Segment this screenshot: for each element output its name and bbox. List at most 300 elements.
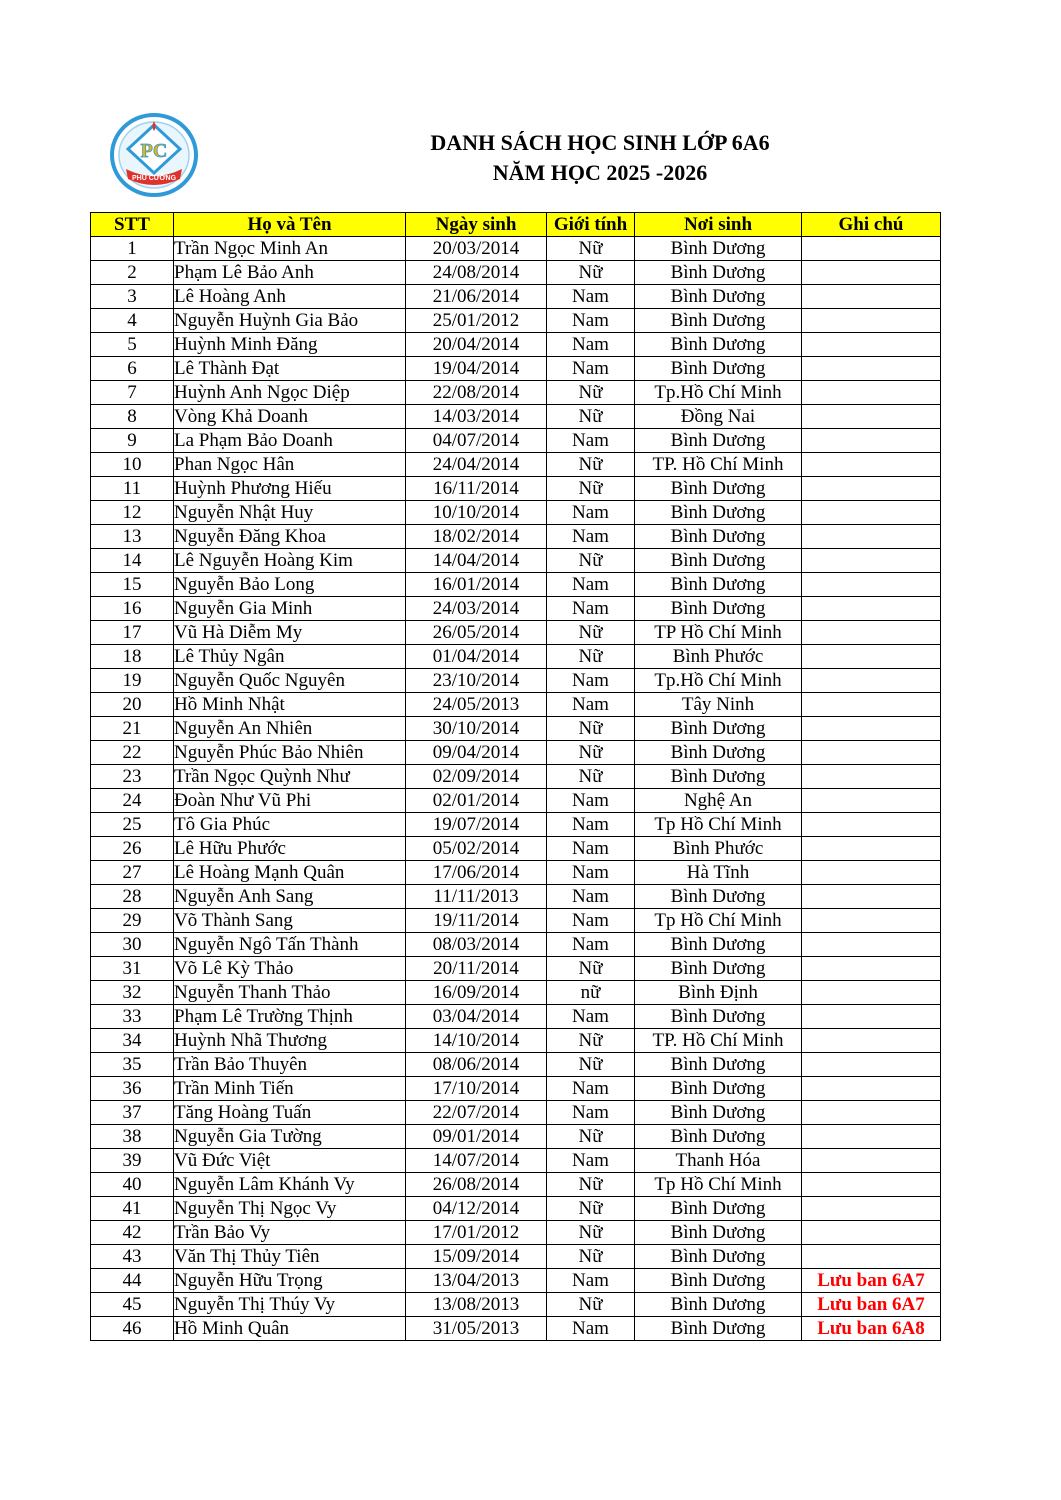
- cell-stt: 40: [91, 1173, 174, 1197]
- cell-gender: Nữ: [547, 1053, 635, 1077]
- table-row: [91, 333, 941, 357]
- cell-gender: Nữ: [547, 549, 635, 573]
- table-row: [91, 381, 941, 405]
- cell-date-of-birth: 22/07/2014: [406, 1101, 547, 1125]
- cell-birthplace: TP. Hồ Chí Minh: [635, 1029, 802, 1053]
- cell-note: [802, 669, 941, 693]
- cell-gender: Nữ: [547, 1221, 635, 1245]
- cell-gender: Nữ: [547, 645, 635, 669]
- cell-note: [802, 909, 941, 933]
- cell-birthplace: Bình Dương: [635, 237, 802, 261]
- cell-gender: Nữ: [547, 741, 635, 765]
- cell-note: [802, 741, 941, 765]
- table-row: [91, 285, 941, 309]
- cell-full-name: Trần Ngọc Quỳnh Như: [174, 765, 406, 789]
- cell-gender: Nữ: [547, 1197, 635, 1221]
- cell-stt: 30: [91, 933, 174, 957]
- cell-date-of-birth: 18/02/2014: [406, 525, 547, 549]
- table-row: [91, 741, 941, 765]
- cell-full-name: Hồ Minh Quân: [174, 1317, 406, 1341]
- cell-note: [802, 405, 941, 429]
- table-row: [91, 1173, 941, 1197]
- cell-date-of-birth: 24/05/2013: [406, 693, 547, 717]
- cell-birthplace: Tp Hồ Chí Minh: [635, 1173, 802, 1197]
- cell-birthplace: Bình Dương: [635, 1077, 802, 1101]
- table-row: [91, 669, 941, 693]
- school-logo: [110, 113, 198, 197]
- cell-birthplace: Bình Dương: [635, 549, 802, 573]
- table-row: [91, 261, 941, 285]
- cell-full-name: Văn Thị Thủy Tiên: [174, 1245, 406, 1269]
- table-row: [91, 453, 941, 477]
- cell-gender: Nữ: [547, 1245, 635, 1269]
- cell-gender: Nam: [547, 693, 635, 717]
- logo-badge-text: PC: [140, 140, 168, 162]
- table-row: [91, 957, 941, 981]
- cell-stt: 41: [91, 1197, 174, 1221]
- table-row: [91, 645, 941, 669]
- cell-stt: 32: [91, 981, 174, 1005]
- table-row: [91, 765, 941, 789]
- header-full-name: Họ và Tên: [174, 213, 406, 237]
- cell-birthplace: Tây Ninh: [635, 693, 802, 717]
- cell-date-of-birth: 10/10/2014: [406, 501, 547, 525]
- cell-birthplace: Bình Dương: [635, 885, 802, 909]
- cell-stt: 20: [91, 693, 174, 717]
- cell-birthplace: Bình Dương: [635, 1245, 802, 1269]
- cell-gender: Nam: [547, 837, 635, 861]
- cell-date-of-birth: 08/03/2014: [406, 933, 547, 957]
- cell-gender: Nữ: [547, 477, 635, 501]
- cell-stt: 8: [91, 405, 174, 429]
- cell-date-of-birth: 03/04/2014: [406, 1005, 547, 1029]
- cell-date-of-birth: 13/04/2013: [406, 1269, 547, 1293]
- cell-gender: Nữ: [547, 717, 635, 741]
- cell-gender: Nam: [547, 1317, 635, 1341]
- cell-birthplace: Bình Dương: [635, 525, 802, 549]
- cell-date-of-birth: 20/03/2014: [406, 237, 547, 261]
- cell-birthplace: Bình Dương: [635, 1053, 802, 1077]
- cell-note: [802, 1149, 941, 1173]
- cell-gender: Nam: [547, 1269, 635, 1293]
- cell-birthplace: Bình Dương: [635, 1269, 802, 1293]
- cell-date-of-birth: 14/04/2014: [406, 549, 547, 573]
- cell-birthplace: Bình Dương: [635, 1125, 802, 1149]
- cell-note: [802, 381, 941, 405]
- cell-stt: 14: [91, 549, 174, 573]
- cell-birthplace: Bình Dương: [635, 333, 802, 357]
- cell-stt: 3: [91, 285, 174, 309]
- table-row: [91, 1077, 941, 1101]
- cell-date-of-birth: 20/04/2014: [406, 333, 547, 357]
- table-row: [91, 933, 941, 957]
- cell-note: [802, 525, 941, 549]
- table-row: [91, 477, 941, 501]
- cell-birthplace: Bình Dương: [635, 1197, 802, 1221]
- header-note: Ghi chú: [802, 213, 941, 237]
- cell-stt: 6: [91, 357, 174, 381]
- cell-full-name: La Phạm Bảo Doanh: [174, 429, 406, 453]
- cell-date-of-birth: 11/11/2013: [406, 885, 547, 909]
- cell-birthplace: Bình Dương: [635, 765, 802, 789]
- cell-full-name: Trần Minh Tiến: [174, 1077, 406, 1101]
- cell-stt: 15: [91, 573, 174, 597]
- cell-full-name: Trần Bảo Vy: [174, 1221, 406, 1245]
- cell-stt: 9: [91, 429, 174, 453]
- cell-date-of-birth: 16/01/2014: [406, 573, 547, 597]
- cell-birthplace: Bình Phước: [635, 837, 802, 861]
- cell-full-name: Nguyễn Ngô Tấn Thành: [174, 933, 406, 957]
- cell-note: Lưu ban 6A7: [802, 1293, 941, 1317]
- cell-note: [802, 765, 941, 789]
- cell-stt: 36: [91, 1077, 174, 1101]
- cell-stt: 12: [91, 501, 174, 525]
- cell-note: [802, 789, 941, 813]
- logo-school-name: PHÚ CƯỜNG: [131, 175, 177, 182]
- cell-birthplace: Bình Dương: [635, 933, 802, 957]
- cell-full-name: Phạm Lê Bảo Anh: [174, 261, 406, 285]
- cell-note: [802, 717, 941, 741]
- cell-date-of-birth: 31/05/2013: [406, 1317, 547, 1341]
- cell-date-of-birth: 16/09/2014: [406, 981, 547, 1005]
- cell-full-name: Huỳnh Nhã Thương: [174, 1029, 406, 1053]
- cell-date-of-birth: 19/11/2014: [406, 909, 547, 933]
- cell-full-name: Lê Hoàng Mạnh Quân: [174, 861, 406, 885]
- table-row: [91, 1221, 941, 1245]
- cell-full-name: Nguyễn Hữu Trọng: [174, 1269, 406, 1293]
- cell-note: Lưu ban 6A8: [802, 1317, 941, 1341]
- cell-date-of-birth: 09/01/2014: [406, 1125, 547, 1149]
- cell-full-name: Võ Thành Sang: [174, 909, 406, 933]
- cell-date-of-birth: 17/06/2014: [406, 861, 547, 885]
- cell-gender: Nam: [547, 429, 635, 453]
- cell-stt: 28: [91, 885, 174, 909]
- cell-birthplace: Bình Dương: [635, 357, 802, 381]
- table-row: [91, 981, 941, 1005]
- cell-gender: Nữ: [547, 405, 635, 429]
- cell-date-of-birth: 08/06/2014: [406, 1053, 547, 1077]
- cell-full-name: Lê Nguyễn Hoàng Kim: [174, 549, 406, 573]
- cell-stt: 39: [91, 1149, 174, 1173]
- cell-stt: 10: [91, 453, 174, 477]
- cell-full-name: Hồ Minh Nhật: [174, 693, 406, 717]
- table-row: [91, 525, 941, 549]
- cell-birthplace: Bình Dương: [635, 285, 802, 309]
- cell-full-name: Nguyễn Thanh Thảo: [174, 981, 406, 1005]
- cell-gender: Nam: [547, 501, 635, 525]
- table-row: [91, 1125, 941, 1149]
- cell-birthplace: Bình Dương: [635, 1293, 802, 1317]
- cell-birthplace: Nghệ An: [635, 789, 802, 813]
- cell-note: [802, 309, 941, 333]
- cell-note: [802, 861, 941, 885]
- cell-stt: 1: [91, 237, 174, 261]
- cell-note: [802, 693, 941, 717]
- table-row: [91, 717, 941, 741]
- cell-note: [802, 1029, 941, 1053]
- cell-birthplace: TP. Hồ Chí Minh: [635, 453, 802, 477]
- table-row: [91, 429, 941, 453]
- cell-full-name: Phạm Lê Trường Thịnh: [174, 1005, 406, 1029]
- cell-birthplace: Bình Dương: [635, 261, 802, 285]
- cell-note: [802, 1245, 941, 1269]
- table-row: [91, 597, 941, 621]
- cell-stt: 11: [91, 477, 174, 501]
- cell-full-name: Nguyễn Quốc Nguyên: [174, 669, 406, 693]
- cell-full-name: Lê Hữu Phước: [174, 837, 406, 861]
- cell-date-of-birth: 14/03/2014: [406, 405, 547, 429]
- table-row: [91, 1101, 941, 1125]
- cell-full-name: Phan Ngọc Hân: [174, 453, 406, 477]
- cell-gender: Nam: [547, 861, 635, 885]
- cell-date-of-birth: 19/04/2014: [406, 357, 547, 381]
- student-list-table: [90, 212, 941, 1341]
- cell-birthplace: Bình Dương: [635, 1221, 802, 1245]
- cell-note: [802, 1005, 941, 1029]
- cell-note: [802, 1053, 941, 1077]
- cell-birthplace: Bình Dương: [635, 1101, 802, 1125]
- cell-date-of-birth: 25/01/2012: [406, 309, 547, 333]
- cell-gender: Nam: [547, 1149, 635, 1173]
- cell-stt: 13: [91, 525, 174, 549]
- cell-full-name: Lê Hoàng Anh: [174, 285, 406, 309]
- cell-stt: 5: [91, 333, 174, 357]
- cell-note: [802, 333, 941, 357]
- cell-full-name: Đoàn Như Vũ Phi: [174, 789, 406, 813]
- cell-birthplace: Bình Dương: [635, 573, 802, 597]
- cell-stt: 27: [91, 861, 174, 885]
- cell-birthplace: Bình Dương: [635, 429, 802, 453]
- cell-note: [802, 957, 941, 981]
- cell-date-of-birth: 14/10/2014: [406, 1029, 547, 1053]
- cell-stt: 24: [91, 789, 174, 813]
- cell-note: [802, 477, 941, 501]
- cell-stt: 16: [91, 597, 174, 621]
- cell-stt: 26: [91, 837, 174, 861]
- cell-date-of-birth: 04/07/2014: [406, 429, 547, 453]
- cell-date-of-birth: 15/09/2014: [406, 1245, 547, 1269]
- cell-note: [802, 1125, 941, 1149]
- table-row: [91, 405, 941, 429]
- table-row: [91, 357, 941, 381]
- table-row: [91, 1293, 941, 1317]
- cell-date-of-birth: 17/10/2014: [406, 1077, 547, 1101]
- cell-gender: Nữ: [547, 453, 635, 477]
- cell-date-of-birth: 30/10/2014: [406, 717, 547, 741]
- cell-stt: 33: [91, 1005, 174, 1029]
- cell-date-of-birth: 02/09/2014: [406, 765, 547, 789]
- cell-full-name: Võ Lê Kỳ Thảo: [174, 957, 406, 981]
- cell-stt: 4: [91, 309, 174, 333]
- cell-note: [802, 573, 941, 597]
- cell-full-name: Vũ Đức Việt: [174, 1149, 406, 1173]
- table-row: [91, 237, 941, 261]
- cell-stt: 31: [91, 957, 174, 981]
- cell-full-name: Lê Thủy Ngân: [174, 645, 406, 669]
- cell-full-name: Huỳnh Minh Đăng: [174, 333, 406, 357]
- cell-stt: 22: [91, 741, 174, 765]
- cell-date-of-birth: 23/10/2014: [406, 669, 547, 693]
- cell-birthplace: Tp.Hồ Chí Minh: [635, 381, 802, 405]
- cell-date-of-birth: 26/08/2014: [406, 1173, 547, 1197]
- cell-stt: 19: [91, 669, 174, 693]
- cell-full-name: Nguyễn Huỳnh Gia Bảo: [174, 309, 406, 333]
- document-title: DANH SÁCH HỌC SINH LỚP 6A6: [430, 130, 770, 155]
- table-row: [91, 501, 941, 525]
- header-birthplace: Nơi sinh: [635, 213, 802, 237]
- cell-gender: Nam: [547, 285, 635, 309]
- table-row: [91, 573, 941, 597]
- table-row: [91, 909, 941, 933]
- cell-full-name: Vòng Khả Doanh: [174, 405, 406, 429]
- header-date-of-birth: Ngày sinh: [406, 213, 547, 237]
- cell-stt: 7: [91, 381, 174, 405]
- cell-full-name: Vũ Hà Diễm My: [174, 621, 406, 645]
- cell-birthplace: Bình Dương: [635, 309, 802, 333]
- table-row: [91, 861, 941, 885]
- cell-date-of-birth: 09/04/2014: [406, 741, 547, 765]
- cell-date-of-birth: 14/07/2014: [406, 1149, 547, 1173]
- cell-gender: Nam: [547, 357, 635, 381]
- school-year: NĂM HỌC 2025 -2026: [492, 160, 708, 185]
- cell-gender: Nữ: [547, 1029, 635, 1053]
- cell-gender: Nữ: [547, 1125, 635, 1149]
- cell-birthplace: Đồng Nai: [635, 405, 802, 429]
- cell-note: [802, 261, 941, 285]
- table-row: [91, 1029, 941, 1053]
- cell-full-name: Tô Gia Phúc: [174, 813, 406, 837]
- cell-stt: 23: [91, 765, 174, 789]
- cell-date-of-birth: 02/01/2014: [406, 789, 547, 813]
- cell-date-of-birth: 24/08/2014: [406, 261, 547, 285]
- cell-gender: Nữ: [547, 1173, 635, 1197]
- cell-birthplace: Tp Hồ Chí Minh: [635, 813, 802, 837]
- cell-date-of-birth: 19/07/2014: [406, 813, 547, 837]
- cell-full-name: Nguyễn Đăng Khoa: [174, 525, 406, 549]
- cell-birthplace: TP Hồ Chí Minh: [635, 621, 802, 645]
- cell-full-name: Nguyễn Gia Minh: [174, 597, 406, 621]
- cell-gender: Nữ: [547, 261, 635, 285]
- cell-full-name: Nguyễn An Nhiên: [174, 717, 406, 741]
- cell-full-name: Huỳnh Anh Ngọc Diệp: [174, 381, 406, 405]
- cell-note: [802, 357, 941, 381]
- cell-gender: Nữ: [547, 1293, 635, 1317]
- cell-stt: 45: [91, 1293, 174, 1317]
- cell-full-name: Nguyễn Gia Tường: [174, 1125, 406, 1149]
- cell-stt: 43: [91, 1245, 174, 1269]
- table-header-row: [91, 213, 941, 237]
- cell-gender: Nữ: [547, 381, 635, 405]
- cell-gender: Nam: [547, 813, 635, 837]
- cell-stt: 21: [91, 717, 174, 741]
- cell-birthplace: Bình Dương: [635, 957, 802, 981]
- cell-note: [802, 1077, 941, 1101]
- cell-full-name: Nguyễn Anh Sang: [174, 885, 406, 909]
- cell-stt: 44: [91, 1269, 174, 1293]
- cell-full-name: Trần Ngọc Minh An: [174, 237, 406, 261]
- cell-gender: nữ: [547, 981, 635, 1005]
- table-row: [91, 1317, 941, 1341]
- cell-birthplace: Bình Dương: [635, 741, 802, 765]
- cell-gender: Nam: [547, 309, 635, 333]
- cell-stt: 38: [91, 1125, 174, 1149]
- cell-birthplace: Bình Dương: [635, 597, 802, 621]
- cell-note: [802, 813, 941, 837]
- cell-date-of-birth: 04/12/2014: [406, 1197, 547, 1221]
- cell-gender: Nam: [547, 333, 635, 357]
- table-row: [91, 885, 941, 909]
- cell-birthplace: Tp Hồ Chí Minh: [635, 909, 802, 933]
- cell-date-of-birth: 21/06/2014: [406, 285, 547, 309]
- cell-stt: 29: [91, 909, 174, 933]
- cell-date-of-birth: 26/05/2014: [406, 621, 547, 645]
- cell-stt: 34: [91, 1029, 174, 1053]
- header-gender: Giới tính: [547, 213, 635, 237]
- cell-note: [802, 645, 941, 669]
- cell-note: [802, 621, 941, 645]
- cell-note: [802, 1101, 941, 1125]
- table-row: [91, 1197, 941, 1221]
- cell-full-name: Tăng Hoàng Tuấn: [174, 1101, 406, 1125]
- cell-note: [802, 981, 941, 1005]
- cell-gender: Nam: [547, 789, 635, 813]
- cell-birthplace: Bình Định: [635, 981, 802, 1005]
- cell-date-of-birth: 16/11/2014: [406, 477, 547, 501]
- cell-date-of-birth: 05/02/2014: [406, 837, 547, 861]
- cell-birthplace: Bình Dương: [635, 501, 802, 525]
- table-row: [91, 813, 941, 837]
- cell-gender: Nam: [547, 597, 635, 621]
- cell-full-name: Nguyễn Thị Ngọc Vy: [174, 1197, 406, 1221]
- cell-birthplace: Hà Tĩnh: [635, 861, 802, 885]
- cell-stt: 18: [91, 645, 174, 669]
- cell-note: [802, 453, 941, 477]
- table-row: [91, 1005, 941, 1029]
- cell-stt: 35: [91, 1053, 174, 1077]
- cell-note: [802, 837, 941, 861]
- header-stt: STT: [91, 213, 174, 237]
- table-row: [91, 1269, 941, 1293]
- table-row: [91, 837, 941, 861]
- cell-birthplace: Bình Dương: [635, 477, 802, 501]
- table-row: [91, 309, 941, 333]
- table-row: [91, 789, 941, 813]
- cell-date-of-birth: 20/11/2014: [406, 957, 547, 981]
- cell-gender: Nữ: [547, 237, 635, 261]
- cell-birthplace: Bình Dương: [635, 1317, 802, 1341]
- cell-stt: 25: [91, 813, 174, 837]
- cell-stt: 46: [91, 1317, 174, 1341]
- cell-birthplace: Bình Phước: [635, 645, 802, 669]
- cell-note: [802, 1173, 941, 1197]
- cell-gender: Nam: [547, 1101, 635, 1125]
- cell-birthplace: Tp.Hồ Chí Minh: [635, 669, 802, 693]
- cell-date-of-birth: 24/03/2014: [406, 597, 547, 621]
- cell-full-name: Nguyễn Phúc Bảo Nhiên: [174, 741, 406, 765]
- cell-date-of-birth: 22/08/2014: [406, 381, 547, 405]
- cell-gender: Nam: [547, 933, 635, 957]
- cell-note: [802, 933, 941, 957]
- cell-date-of-birth: 01/04/2014: [406, 645, 547, 669]
- cell-note: [802, 285, 941, 309]
- cell-birthplace: Bình Dương: [635, 717, 802, 741]
- cell-note: [802, 501, 941, 525]
- cell-note: [802, 237, 941, 261]
- cell-note: [802, 885, 941, 909]
- table-row: [91, 621, 941, 645]
- table-row: [91, 1149, 941, 1173]
- cell-note: [802, 549, 941, 573]
